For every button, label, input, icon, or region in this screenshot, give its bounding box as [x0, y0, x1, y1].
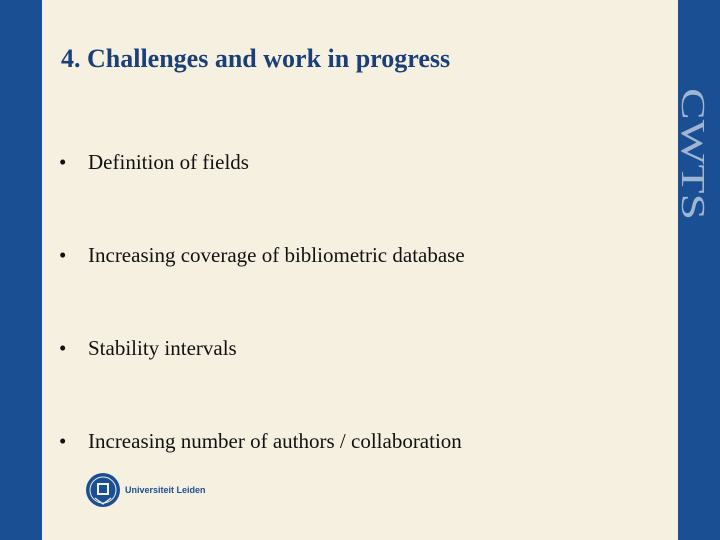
bullet-text: Definition of fields — [88, 150, 249, 174]
bullet-text: Increasing coverage of bibliometric database — [88, 243, 465, 267]
bullet-item — [59, 336, 465, 429]
slide-title: 4. Challenges and work in progress — [61, 44, 451, 73]
bullet-dot: • — [59, 150, 67, 174]
bullet-dot: • — [59, 243, 67, 267]
bullet-list — [59, 150, 465, 522]
bullet-item — [59, 243, 465, 336]
bullet-text: Stability intervals — [88, 336, 237, 360]
cwts-brand-logo — [672, 88, 712, 228]
cwts-brand-text: CWTS — [674, 88, 711, 183]
university-seal-icon — [86, 473, 120, 507]
slide-canvas — [42, 0, 678, 540]
bullet-dot: • — [59, 336, 67, 360]
bullet-text: Increasing number of authors / collaboration — [88, 429, 462, 453]
bullet-item — [59, 150, 465, 243]
bullet-dot: • — [59, 429, 67, 453]
universiteit-leiden-logo — [85, 468, 245, 512]
logo-wordmark: Universiteit Leiden — [125, 485, 206, 495]
